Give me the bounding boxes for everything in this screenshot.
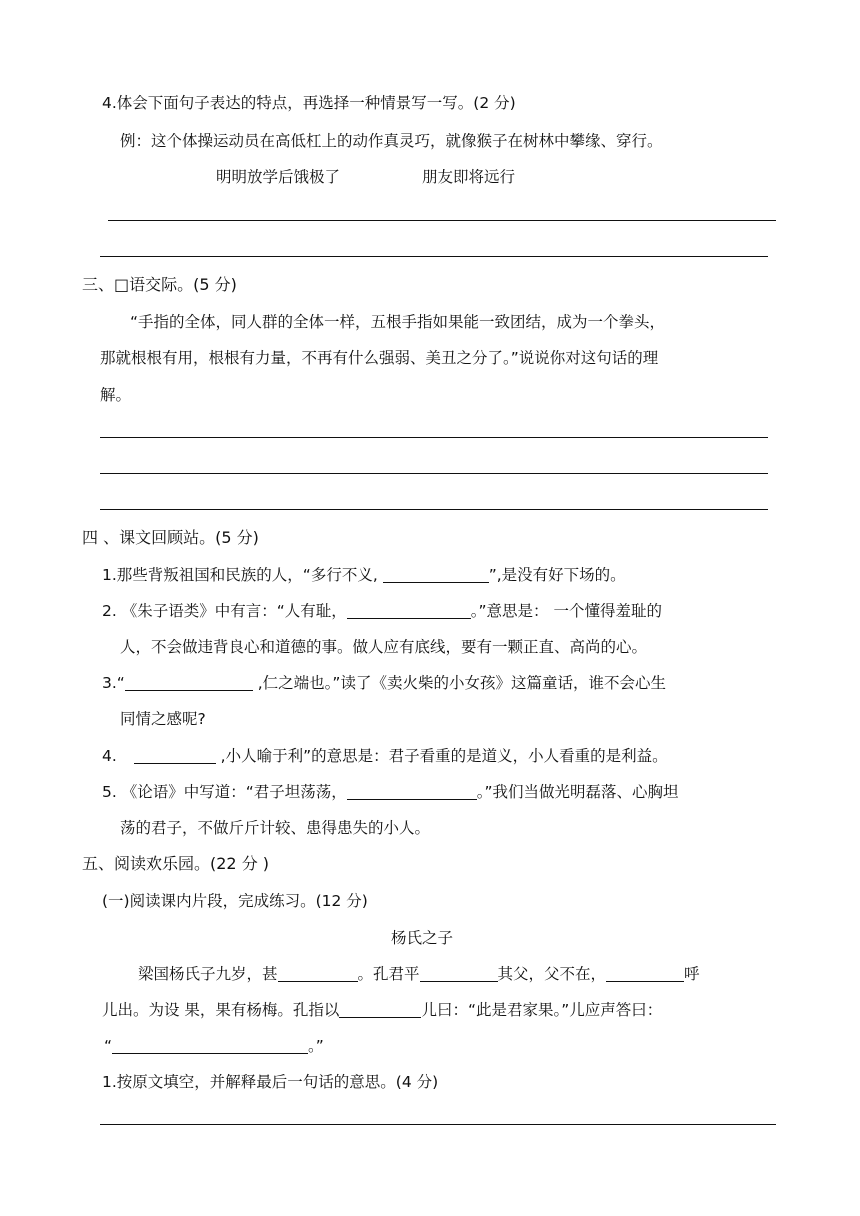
question-4-example: 例：这个体操运动员在高低杠上的动作真灵巧，就像猴子在树林中攀缘、穿行。 [120,132,663,150]
recall-item-3-continued: 同情之感呢? [120,710,206,728]
recall-item-text: ,小人喻于利”的意思是：君子看重的是道义，小人看重的是利益。 [215,747,668,765]
recall-item-text: ,仁之端也。”读了《卖火柴的小女孩》这篇童话，谁不会心生 [252,674,666,692]
scenario-option-2: 朋友即将远行 [422,168,516,186]
answer-line[interactable] [100,473,768,474]
section-3-paragraph-line: 那就根根有用，根根有力量，不再有什么强弱、美丑之分了。”说说你对这句话的理 [100,349,659,367]
recall-item-2 [102,600,662,622]
section-3-paragraph-line: 解。 [100,386,132,404]
recall-item-3 [102,672,666,694]
fill-blank[interactable] [347,781,477,800]
reading-question-1: 1.按原文填空，并解释最后一句话的意思。(4 分) [102,1073,439,1091]
recall-item-text: 2. 《朱子语类》中有言：“人有耻， [102,602,347,620]
recall-item-text: 1.那些背叛祖国和民族的人，“多行不义, [102,566,383,584]
passage-text: 儿出。为设 果，果有杨梅。孔指以 [102,1001,340,1019]
recall-item-1 [102,564,626,586]
answer-line[interactable] [100,256,768,257]
fill-blank[interactable] [383,564,489,583]
answer-line[interactable] [100,437,768,438]
recall-item-text: ”,是没有好下场的。 [488,566,626,584]
fill-blank[interactable] [125,672,253,691]
fill-blank[interactable] [606,963,684,982]
passage-text: 呼 [684,965,700,983]
question-4-text: 4.体会下面句子表达的特点，再选择一种情景写一写。(2 分) [102,94,516,112]
passage-text: 儿曰：“此是君家果。”儿应声答曰： [421,1001,663,1019]
fill-blank[interactable] [278,963,358,982]
answer-line[interactable] [108,220,776,221]
passage-text: 梁国杨氏子九岁，甚 [138,965,278,983]
recall-item-4 [102,745,668,767]
answer-line[interactable] [100,509,768,510]
answer-line[interactable] [100,1124,776,1125]
passage-text: 其父，父不在， [497,965,607,983]
section-3-paragraph-line: “手指的全体，同人群的全体一样，五根手指如果能一致团结，成为一个拳头， [130,313,666,331]
passage-line-3 [104,1035,324,1057]
passage-text: 。” [308,1037,324,1055]
passage-line-2 [102,999,662,1021]
recall-item-text: 5. 《论语》中写道：“君子坦荡荡， [102,783,347,801]
section-3-heading: 三、□语交际。(5 分) [82,275,237,294]
passage-line-1 [138,963,700,985]
scenario-option-1: 明明放学后饿极了 [216,168,341,186]
fill-blank[interactable] [420,963,498,982]
passage-text: “ [104,1037,113,1055]
recall-item-text: 。”意思是： 一个懂得羞耻的 [470,602,662,620]
passage-text: 。孔君平 [357,965,420,983]
section-5-heading: 五、阅读欢乐园。(22 分 ) [82,854,270,873]
recall-item-5-continued: 荡的君子，不做斤斤计较、患得患失的小人。 [120,819,431,837]
recall-item-text: 4. [102,747,122,765]
recall-item-2-continued: 人，不会做违背良心和道德的事。做人应有底线，要有一颗正直、高尚的心。 [120,638,648,656]
passage-title: 杨氏之子 [391,929,454,947]
fill-blank[interactable] [339,999,421,1018]
recall-item-5 [102,781,679,803]
section-4-heading: 四 、课文回顾站。(5 分) [82,528,259,547]
reading-subsection-heading: (一)阅读课内片段，完成练习。(12 分) [102,892,368,910]
fill-blank[interactable] [347,600,471,619]
recall-item-text: 。”我们当做光明磊落、心胸坦 [476,783,679,801]
fill-blank[interactable] [134,745,216,764]
fill-blank[interactable] [112,1035,308,1054]
recall-item-text: 3.“ [102,674,125,692]
